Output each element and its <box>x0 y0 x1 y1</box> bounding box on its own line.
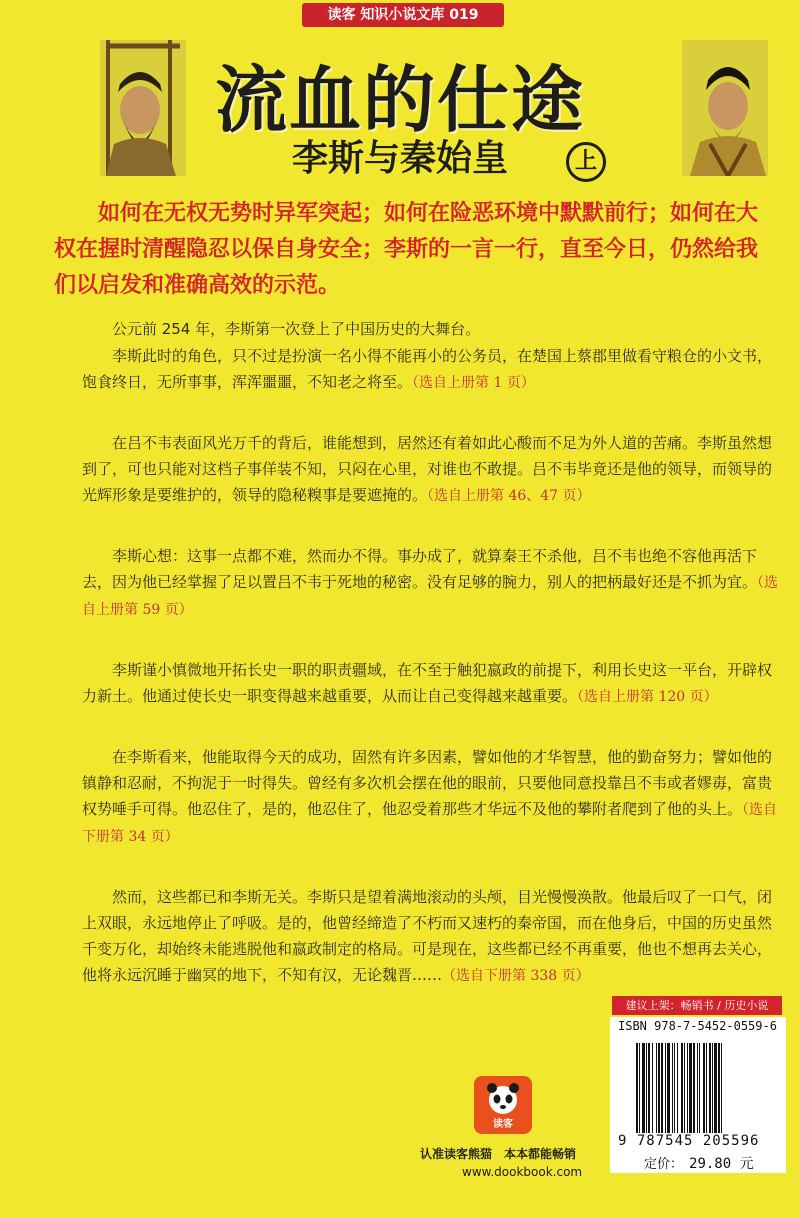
publisher-website: www.dookbook.com <box>462 1165 583 1179</box>
barcode-bar <box>693 1043 695 1133</box>
panda-icon <box>474 1076 532 1120</box>
barcode-bar <box>677 1043 678 1133</box>
tagline: 如何在无权无势时异军突起；如何在险恶环境中默默前行；如何在大权在握时清醒隐忍以保自身安全；李斯的一言一行，直至今日，仍然给我们以启发和准确高效的示范。 <box>54 201 759 298</box>
barcode-bar <box>712 1043 713 1133</box>
barcode-bar <box>689 1043 692 1133</box>
barcode <box>634 1043 770 1133</box>
excerpt-paragraph: 公元前 254 年，李斯第一次登上了中国历史的大舞台。 <box>112 320 481 338</box>
barcode-bar <box>658 1043 660 1133</box>
book-subtitle: 李斯与秦始皇 <box>292 138 509 179</box>
excerpts <box>82 316 782 989</box>
barcode-bar <box>718 1043 720 1133</box>
excerpt-source: （选自上册第 1 页） <box>412 375 535 391</box>
excerpt-source: （选自下册第 338 页） <box>442 968 590 984</box>
barcode-bar <box>648 1043 650 1133</box>
excerpt-source: （选自上册第 120 页） <box>577 689 718 705</box>
excerpt-source: （选自上册第 46、47 页） <box>427 488 591 504</box>
barcode-bar <box>672 1043 673 1133</box>
barcode-bar <box>687 1043 688 1133</box>
barcode-bar <box>642 1043 645 1133</box>
shelf-tags: 建议上架：畅销书 / 历史小说 <box>612 996 782 1015</box>
barcode-bar <box>636 1043 638 1133</box>
excerpt-paragraph: 李斯心想：这事一点都不难，然而办不得。事办成了，就算秦王不杀他，吕不韦也绝不容他再活下去，因为他已经掌握了足以置吕不韦于死地的秘密。没有足够的腕力，别人的把柄最好还是不抓为宜。（选自上册第 59 页） <box>82 547 779 618</box>
volume-mark: 上 <box>566 142 606 182</box>
barcode-bar <box>639 1043 640 1133</box>
series-badge: 读客 知识小说文库 019 <box>302 3 504 27</box>
excerpt-paragraph: 李斯谨小慎微地开拓长史一职的职责疆域，在不至于触犯嬴政的前提下，利用长史这一平台，开辟权力新土。他通过使长史一职变得越来越重要，从而让自己变得越来越重要。（选自上册第 120 页） <box>82 661 773 705</box>
excerpt-source: （选自上册第 59 页） <box>82 575 779 618</box>
excerpt-source: （选自下册第 34 页） <box>82 802 778 845</box>
barcode-bar <box>665 1043 666 1133</box>
excerpt-paragraph: 然而，这些都已和李斯无关。李斯只是望着满地滚动的头颅，目光慢慢涣散。他最后叹了一口气，闭上双眼，永远地停止了呼吸。是的，他曾经缔造了不朽而又速朽的秦帝国，而在他身后，中国的历史虽然千变万化，却始终未能逃脱他和嬴政制定的格局。可是现在，这些都已经不再重要，他也不想再去关心，他将永远沉睡于幽冥的地下，不知有汉，无论魏晋……（选自下册第 338 页） <box>82 888 773 984</box>
barcode-bar <box>656 1043 657 1133</box>
barcode-bar <box>697 1043 698 1133</box>
barcode-bar <box>652 1043 653 1133</box>
excerpt-paragraph: 李斯此时的角色，只不过是扮演一名小得不能再小的公务员，在楚国上蔡郡里做看守粮仓的小文书，饱食终日，无所事事，浑浑噩噩，不知老之将至。（选自上册第 1 页） <box>82 347 773 391</box>
barcode-bar <box>681 1043 683 1133</box>
barcode-bar <box>646 1043 647 1133</box>
barcode-bar <box>714 1043 717 1133</box>
barcode-panel <box>610 1017 786 1173</box>
publisher-slogan: 认准读客熊猫 本本都能畅销 <box>420 1147 577 1161</box>
book-title: 流血的仕途 <box>214 58 585 142</box>
barcode-bar <box>699 1043 700 1133</box>
logo-text: 读客 <box>493 1119 513 1130</box>
barcode-bar <box>684 1043 685 1133</box>
ean-digits: 9 787545 205596 <box>618 1133 760 1149</box>
isbn-text: ISBN 978-7-5452-0559-6 <box>618 1019 777 1033</box>
barcode-bar <box>667 1043 670 1133</box>
excerpt-paragraph: 在李斯看来，他能取得今天的成功，固然有许多因素，譬如他的才华智慧，他的勤奋努力；譬如他的镇静和忍耐，不拘泥于一时得失。曾经有多次机会摆在他的眼前，只要他同意投靠吕不韦或者嫪毐，富贵权势唾手可得。他忍住了，是的，他忍住了，他忍受着那些才华远不及他的攀附者爬到了他的头上。（选自下册第 34 页） <box>82 748 778 845</box>
barcode-bar <box>709 1043 711 1133</box>
barcode-bar <box>703 1043 705 1133</box>
panda-logo <box>474 1076 532 1134</box>
barcode-bar <box>674 1043 675 1133</box>
excerpt-paragraph: 在吕不韦表面风光万千的背后，谁能想到，居然还有着如此心酸而不足为外人道的苦痛。李斯虽然想到了，可也只能对这档子事佯装不知，只闷在心里，对谁也不敢提。吕不韦毕竟还是他的领导，而领导的光辉形象是要维护的，领导的隐秘糗事是要遮掩的。（选自上册第 46、47 页） <box>82 434 773 504</box>
barcode-bar <box>706 1043 707 1133</box>
price: 定价： 29.80 元 <box>644 1156 754 1172</box>
barcode-bar <box>721 1043 722 1133</box>
barcode-bar <box>661 1043 663 1133</box>
